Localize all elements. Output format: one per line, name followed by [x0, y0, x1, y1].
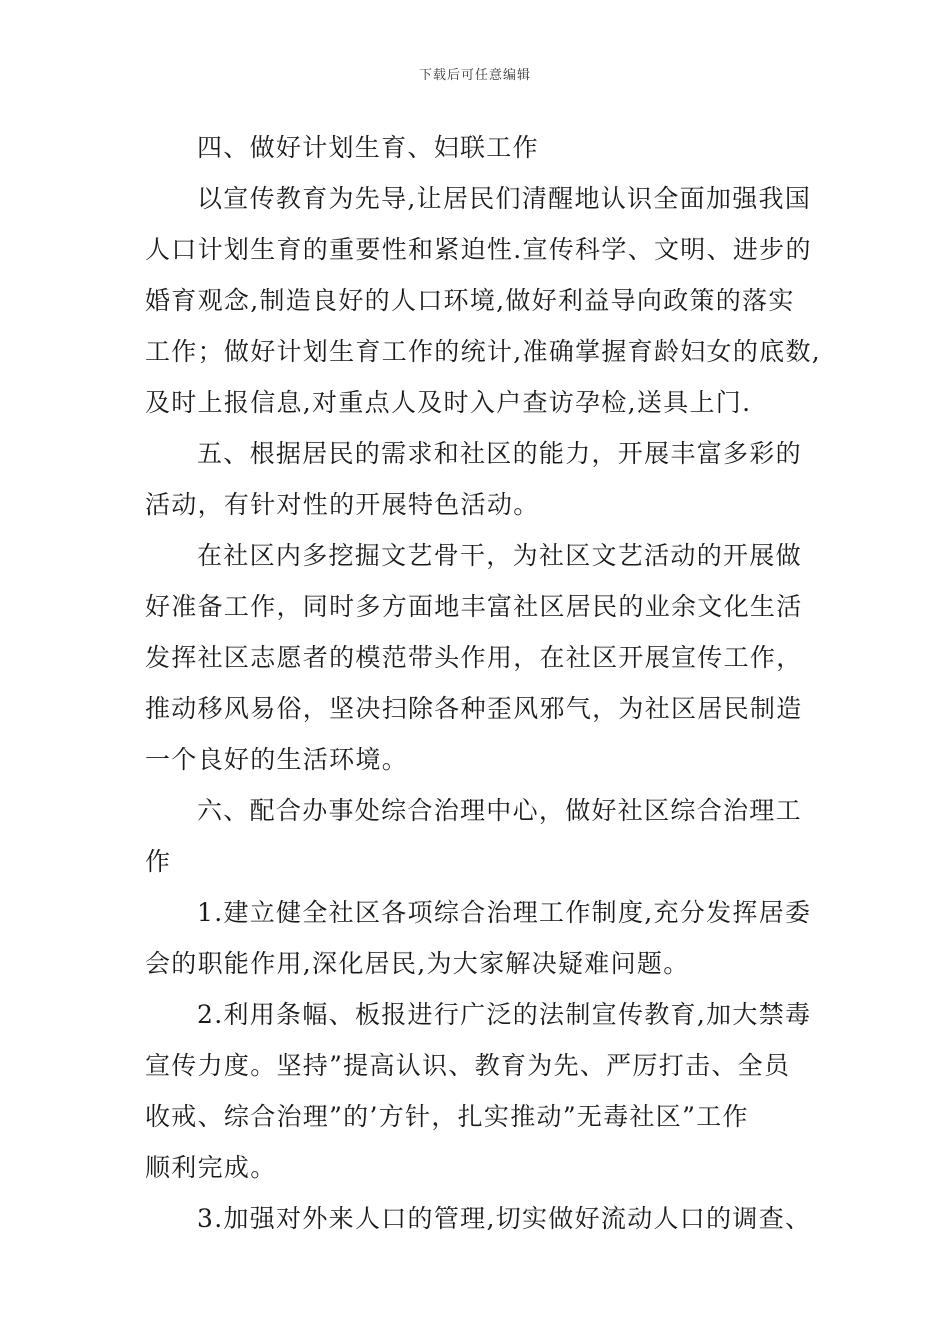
paragraph-line: 好准备工作，同时多方面地丰富社区居民的业余文化生活 — [145, 592, 803, 621]
paragraph-line: 人口计划生育的重要性和紧迫性.宣传科学、文明、进步的 — [145, 235, 812, 264]
paragraph-line: 活动，有针对性的开展特色活动。 — [145, 490, 540, 519]
paragraph-line: 推动移风易俗，坚决扫除各种歪风邪气，为社区居民制造 — [145, 694, 803, 723]
paragraph-line: 作 — [145, 847, 172, 876]
paragraph-line: 婚育观念,制造良好的人口环境,做好利益导向政策的落实 — [145, 286, 795, 315]
list-item-1: 1.建立健全社区各项综合治理工作制度,充分发挥居委 — [197, 898, 812, 927]
paragraph-line: 发挥社区志愿者的模范带头作用，在社区开展宣传工作， — [145, 643, 803, 672]
page-header: 下载后可任意编辑 — [418, 68, 531, 83]
section-heading-5: 五、根据居民的需求和社区的能力，开展丰富多彩的 — [197, 439, 802, 468]
paragraph-line: 在社区内多挖掘文艺骨干，为社区文艺活动的开展做 — [197, 541, 802, 570]
paragraph-line: 宣传力度。坚持”提高认识、教育为先、严厉打击、全员 — [145, 1051, 791, 1080]
section-heading-6: 六、配合办事处综合治理中心，做好社区综合治理工 — [197, 796, 802, 825]
paragraph-line: 顺利完成。 — [145, 1153, 277, 1182]
list-item-3: 3.加强对外来人口的管理,切实做好流动人口的调查、 — [197, 1204, 812, 1233]
section-heading-4: 四、做好计划生育、妇联工作 — [197, 133, 539, 162]
paragraph-line: 收戒、综合治理”的’方针，扎实推动”无毒社区”工作 — [145, 1102, 749, 1131]
paragraph-line: 会的职能作用,深化居民,为大家解决疑难问题。 — [145, 949, 690, 978]
paragraph-line: 一个良好的生活环境。 — [145, 745, 409, 774]
paragraph-line: 工作；做好计划生育工作的统计,准确掌握育龄妇女的底数, — [145, 337, 821, 366]
paragraph-line: 及时上报信息,对重点人及时入户查访孕检,送具上门. — [145, 388, 752, 417]
list-item-2: 2.利用条幅、板报进行广泛的法制宣传教育,加大禁毒 — [197, 1000, 812, 1029]
paragraph-line: 以宣传教育为先导,让居民们清醒地认识全面加强我国 — [197, 184, 812, 213]
